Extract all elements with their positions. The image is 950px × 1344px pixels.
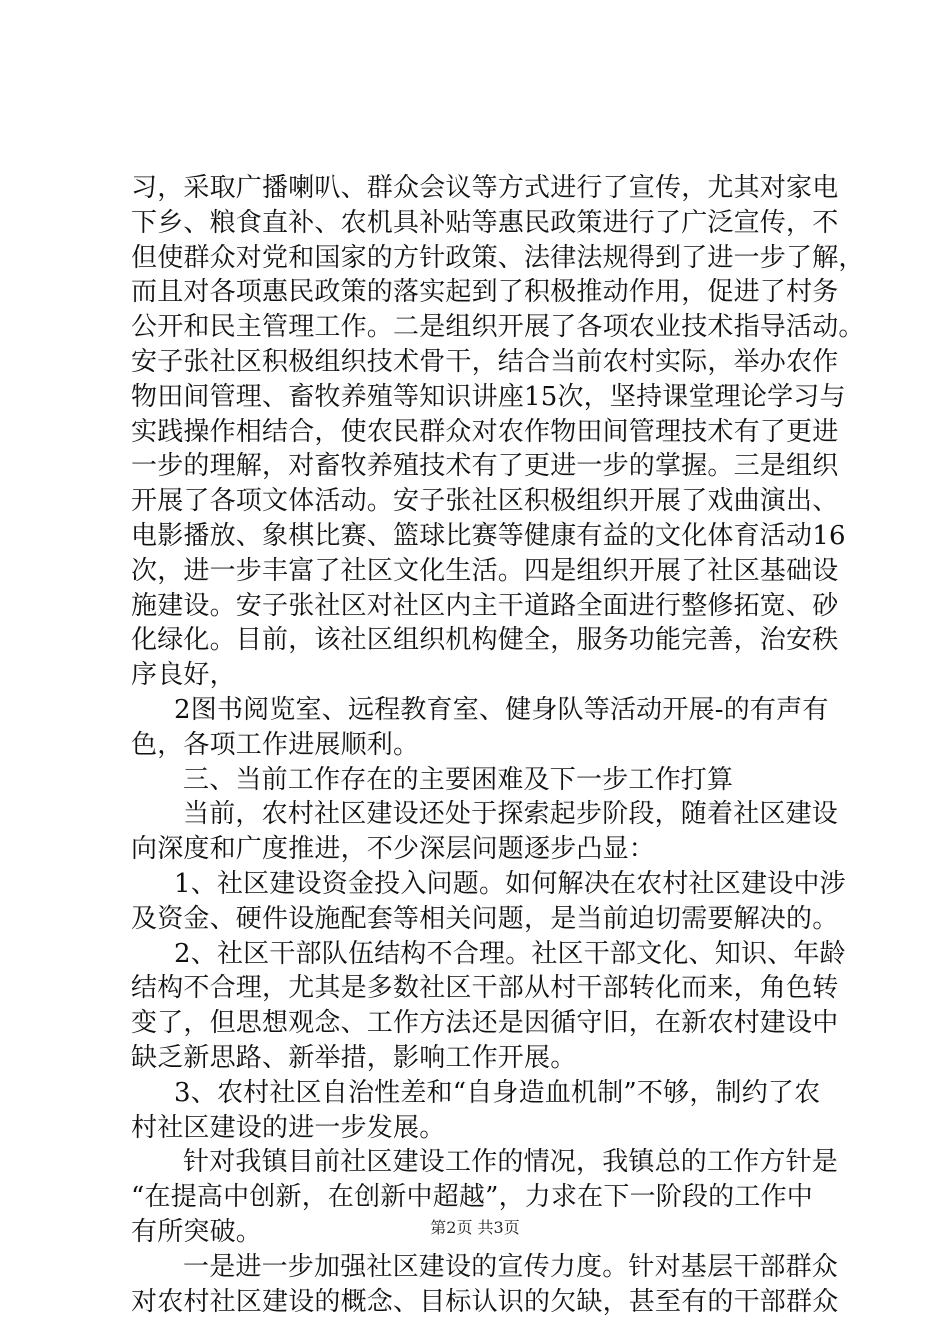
page-number: 第2页 共3页 bbox=[430, 1218, 520, 1237]
text-line: 公开和民主管理工作。二是组织开展了各项农业技术指导活动。 bbox=[131, 312, 865, 343]
text-line: 习，采取广播喇叭、群众会议等方式进行了宣传，尤其对家电 bbox=[131, 173, 839, 203]
text-line: 2、社区干部队伍结构不合理。社区干部文化、知识、年龄 bbox=[174, 938, 846, 969]
text-line: 色，各项工作进展顺利。 bbox=[131, 729, 420, 760]
text-line: 次，进一步丰富了社区文化生活。四是组织开展了社区基础设 bbox=[131, 555, 839, 586]
text-line: 电影播放、象棋比赛、篮球比赛等健康有益的文化体育活动16 bbox=[131, 520, 846, 551]
paragraph bbox=[131, 763, 841, 798]
text-line: 当前，农村社区建设还处于探索起步阶段，随着社区建设 bbox=[183, 799, 839, 830]
text-line: 实践操作相结合，使农民群众对农作物田间管理技术有了更进 bbox=[131, 416, 839, 447]
text-line: 化绿化。目前，该社区组织机构健全，服务功能完善，治安秩 bbox=[131, 625, 839, 656]
text-line: 有所突破。 bbox=[131, 1216, 263, 1247]
paragraph bbox=[131, 171, 865, 693]
text-line: 针对我镇目前社区建设工作的情况，我镇总的工作方针是 bbox=[183, 1147, 839, 1178]
text-line: 1、社区建设资金投入问题。如何解决在农村社区建设中涉 bbox=[174, 868, 846, 899]
text-line: 对农村社区建设的概念、目标认识的欠缺，甚至有的干部群众 bbox=[131, 1286, 839, 1317]
text-line: 及资金、硬件设施配套等相关问题，是当前迫切需要解决的。 bbox=[131, 903, 839, 934]
text-line: 三、当前工作存在的主要困难及下一步工作打算 bbox=[183, 764, 734, 795]
paragraph bbox=[131, 937, 846, 1076]
text-line: 一是进一步加强社区建设的宣传力度。针对基层干部群众 bbox=[183, 1251, 839, 1282]
text-line: 安子张社区积极组织技术骨干，结合当前农村实际，举办农作 bbox=[131, 346, 839, 377]
text-line: 序良好， bbox=[131, 660, 236, 691]
text-line: 3、农村社区自治性差和“自身造血机制”不够，制约了农 bbox=[174, 1077, 821, 1108]
text-line: 向深度和广度推进，不少深层问题逐步凸显： bbox=[131, 834, 656, 865]
text-line: 变了，但思想观念、工作方法还是因循守旧，在新农村建设中 bbox=[131, 1008, 839, 1039]
text-line: 2图书阅览室、远程教育室、健身队等活动开展-的有声有 bbox=[174, 694, 829, 725]
text-line: 而且对各项惠民政策的落实起到了积极推动作用，促进了村务 bbox=[131, 277, 839, 308]
document-body bbox=[131, 171, 865, 1319]
paragraph bbox=[131, 867, 846, 937]
text-line: 结构不合理，尤其是多数社区干部从村干部转化而来，角色转 bbox=[131, 973, 839, 1004]
text-line: 缺乏新思路、新举措，影响工作开展。 bbox=[131, 1042, 577, 1073]
text-line: 开展了各项文体活动。安子张社区积极组织开展了戏曲演出、 bbox=[131, 486, 839, 517]
text-line: 一步的理解，对畜牧养殖技术有了更进一步的掌握。三是组织 bbox=[131, 451, 839, 482]
text-line: “在提高中创新，在创新中超越”，力求在下一阶段的工作中 bbox=[131, 1182, 813, 1213]
page-footer bbox=[0, 1215, 950, 1238]
paragraph bbox=[131, 797, 841, 867]
paragraph bbox=[131, 1250, 841, 1320]
paragraph bbox=[131, 693, 841, 763]
text-line: 物田间管理、畜牧养殖等知识讲座15次，坚持课堂理论学习与 bbox=[131, 381, 846, 412]
text-line: 但使群众对党和国家的方针政策、法律法规得到了进一步了解， bbox=[131, 242, 865, 273]
paragraph bbox=[131, 1076, 841, 1146]
text-line: 下乡、粮食直补、农机具补贴等惠民政策进行了广泛宣传，不 bbox=[131, 207, 839, 238]
text-line: 村社区建设的进一步发展。 bbox=[131, 1112, 446, 1143]
text-line: 施建设。安子张社区对社区内主干道路全面进行整修拓宽、砂 bbox=[131, 590, 839, 621]
